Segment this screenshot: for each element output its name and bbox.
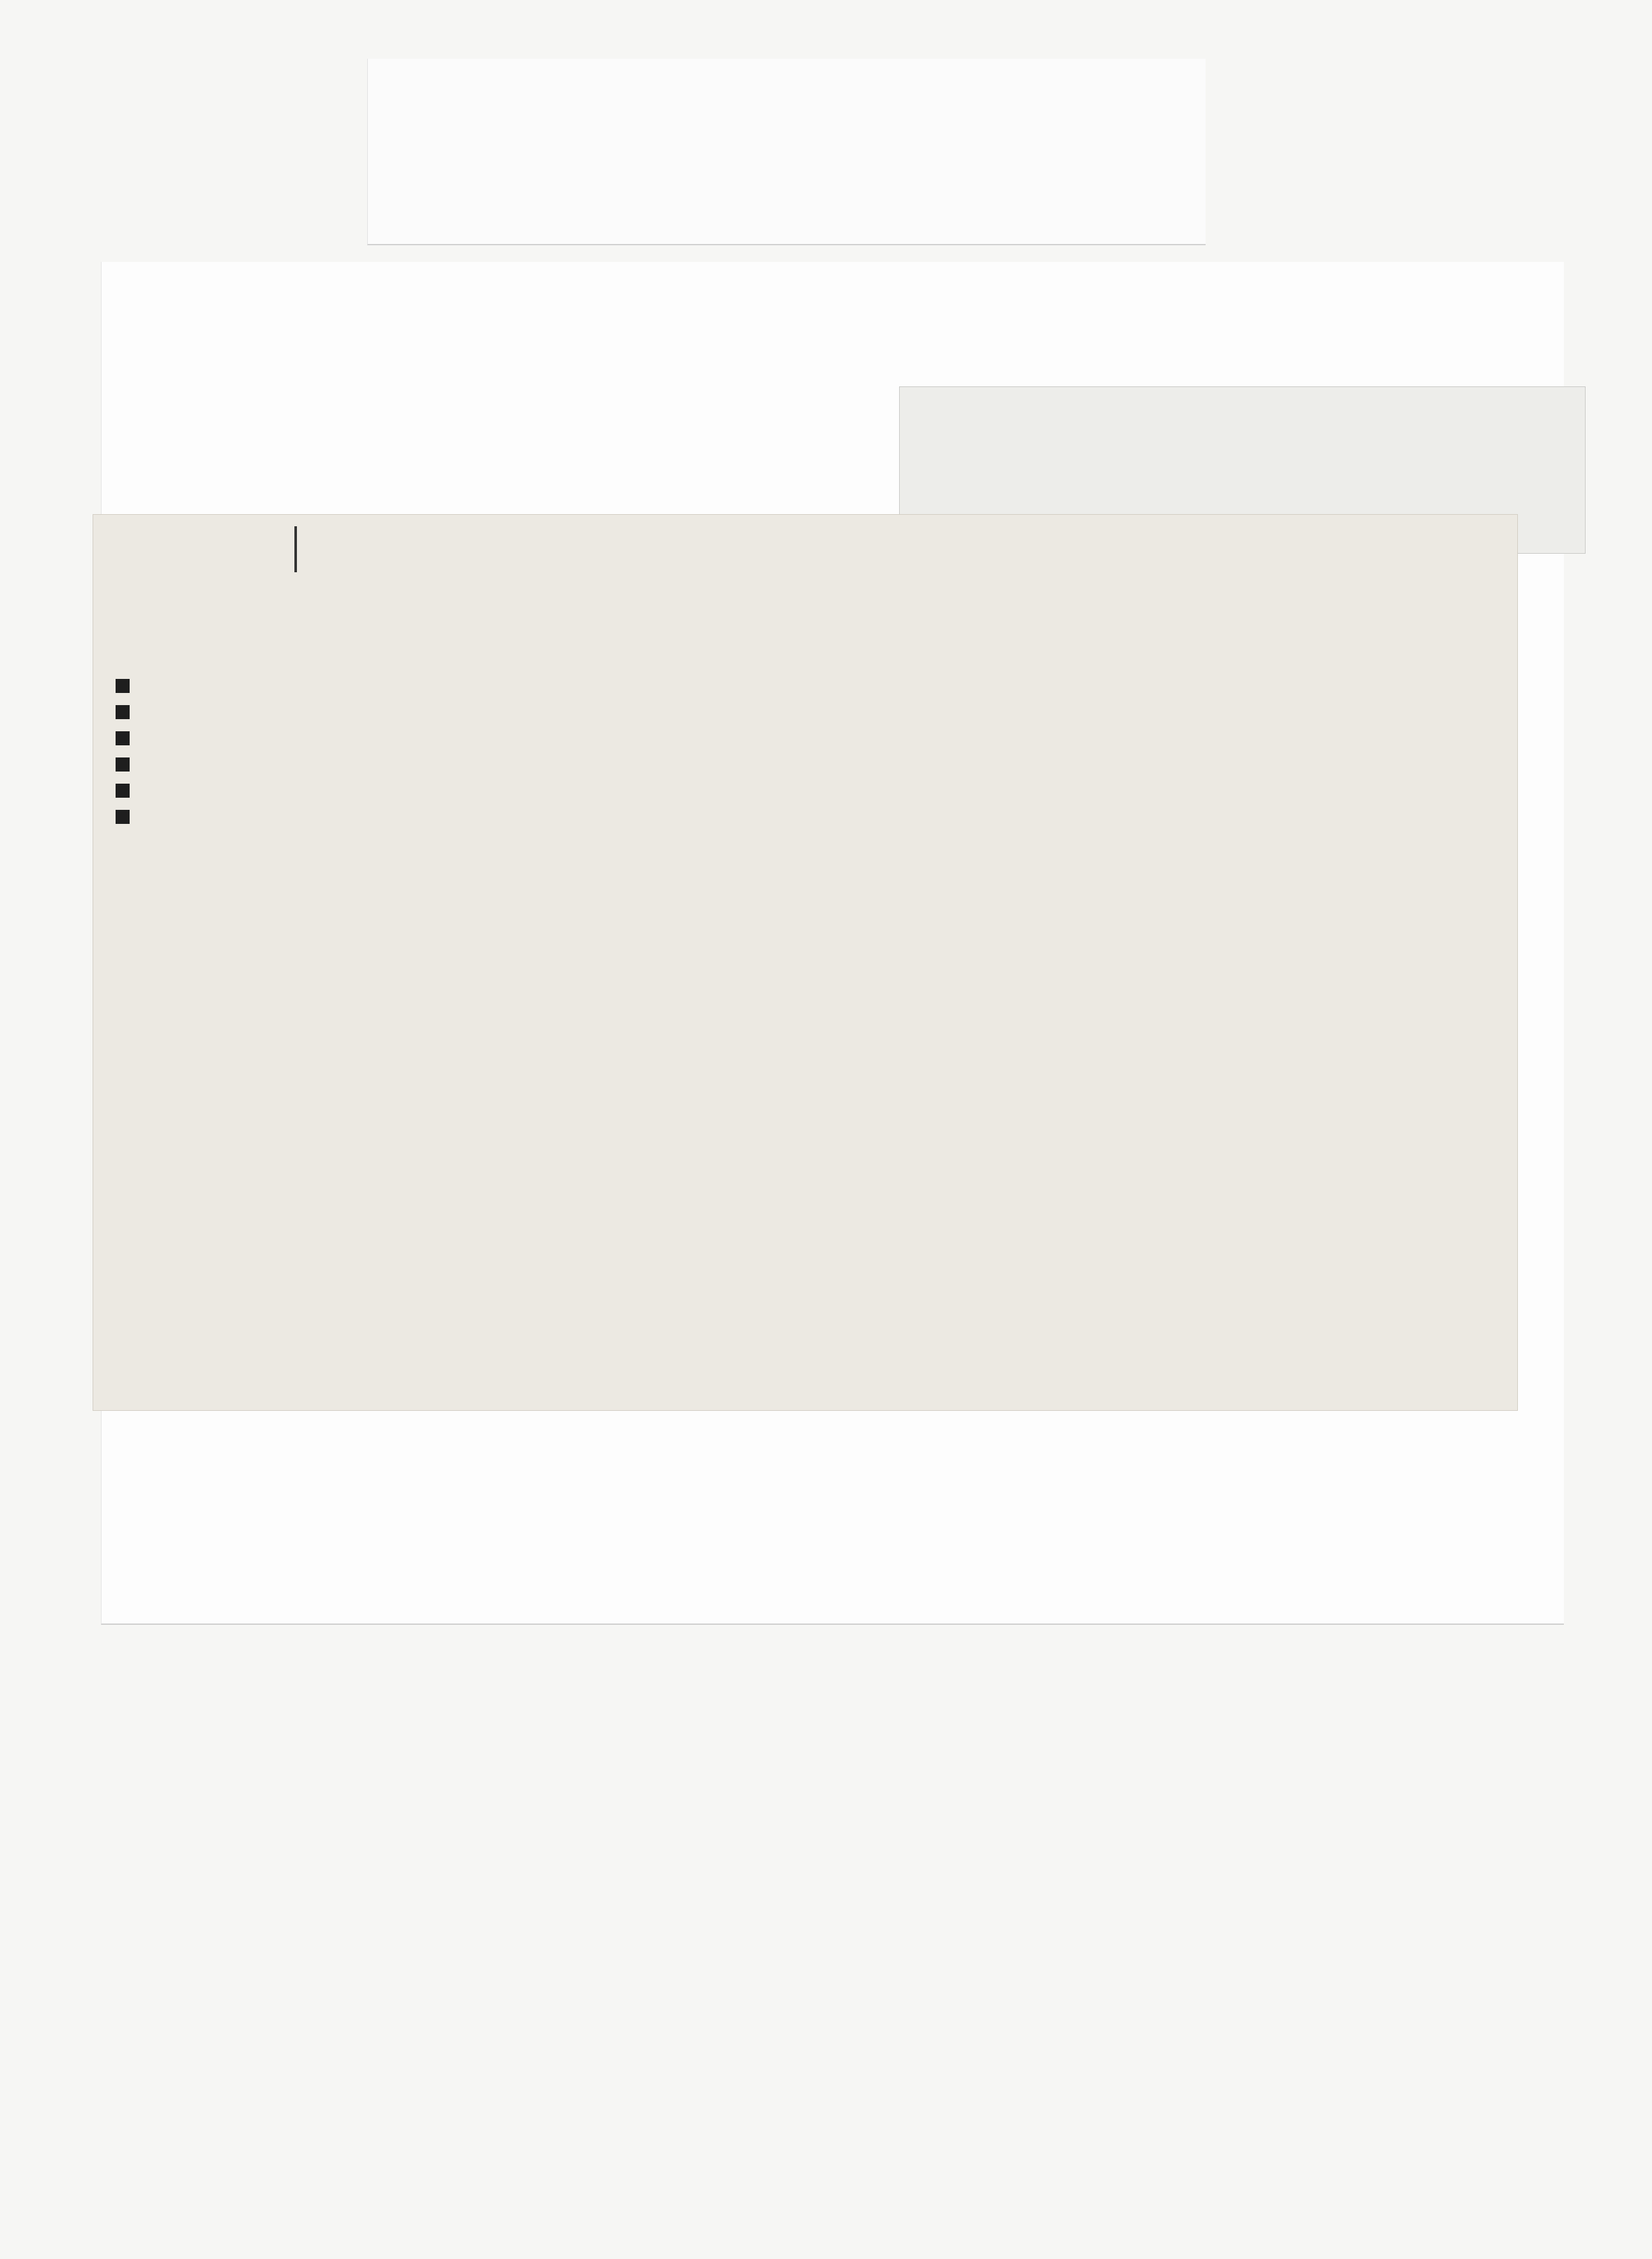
article-paragraph bbox=[116, 804, 510, 830]
article-paragraph bbox=[116, 726, 510, 752]
email-header bbox=[367, 59, 1206, 245]
article-paragraph bbox=[116, 778, 510, 804]
bullet-square-icon bbox=[116, 679, 130, 693]
column-spacer bbox=[438, 673, 439, 674]
bullet-square-icon bbox=[116, 731, 130, 745]
article-paragraph bbox=[116, 673, 510, 699]
bullet-square-icon bbox=[116, 784, 130, 798]
article-paragraph bbox=[116, 752, 510, 778]
bullet-square-icon bbox=[116, 705, 130, 719]
kicker-divider bbox=[294, 526, 297, 572]
article-column-1 bbox=[116, 673, 510, 830]
article-paragraph bbox=[116, 699, 510, 726]
article-renage bbox=[93, 514, 1518, 1411]
bullet-square-icon bbox=[116, 757, 130, 772]
bullet-square-icon bbox=[116, 810, 130, 824]
